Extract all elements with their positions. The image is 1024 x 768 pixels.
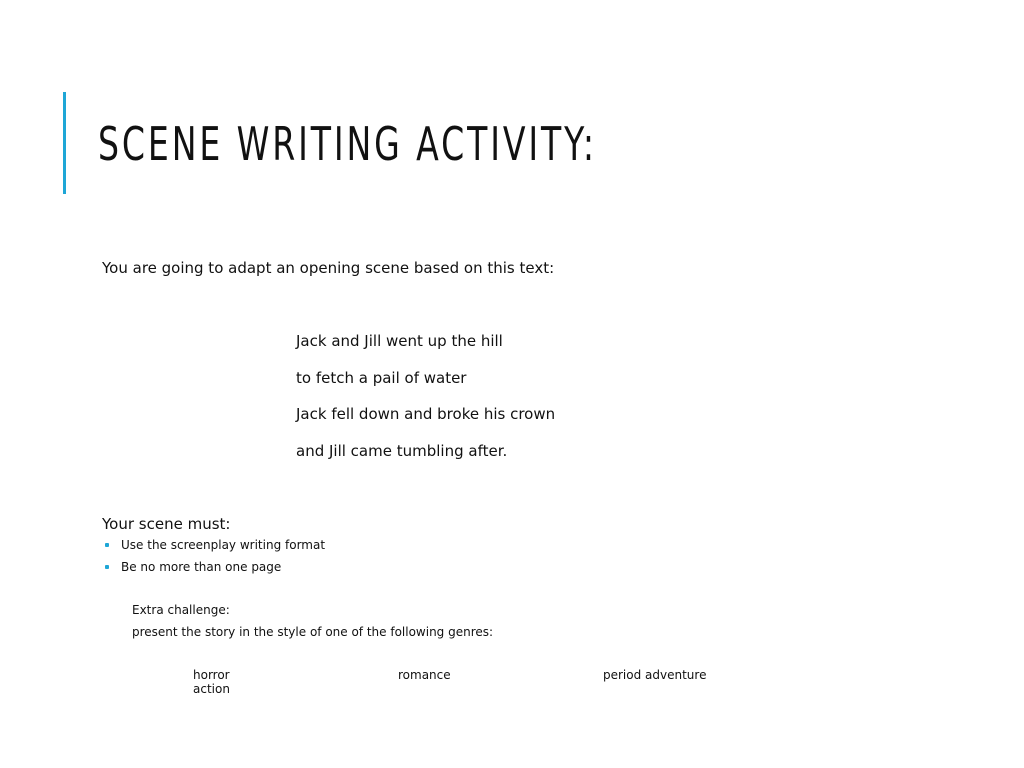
bullet-icon — [105, 543, 109, 547]
poem-line: Jack and Jill went up the hill — [296, 332, 503, 350]
slide-title: SCENE WRITING ACTIVITY: — [98, 117, 597, 171]
requirement-label: Use the screenplay writing format — [121, 538, 326, 552]
bullet-icon — [105, 565, 109, 569]
intro-text: You are going to adapt an opening scene based on this text: — [102, 259, 555, 277]
genre-period-adventure: period adventure — [603, 668, 707, 682]
requirement-item — [102, 558, 325, 580]
poem-line: to fetch a pail of water — [296, 369, 467, 387]
requirement-label: Be no more than one page — [121, 560, 282, 574]
requirements-heading: Your scene must: — [102, 515, 231, 533]
genre-action: action — [193, 682, 230, 696]
title-accent-bar — [63, 92, 66, 194]
genre-horror: horror — [193, 668, 230, 682]
requirements-list — [102, 536, 325, 580]
genre-romance: romance — [398, 668, 451, 682]
poem-line: and Jill came tumbling after. — [296, 442, 508, 460]
extra-challenge-instruction: present the story in the style of one of the following genres: — [132, 625, 494, 639]
extra-challenge-heading: Extra challenge: — [132, 603, 230, 617]
requirement-item — [102, 536, 325, 558]
poem-line: Jack fell down and broke his crown — [296, 405, 556, 423]
